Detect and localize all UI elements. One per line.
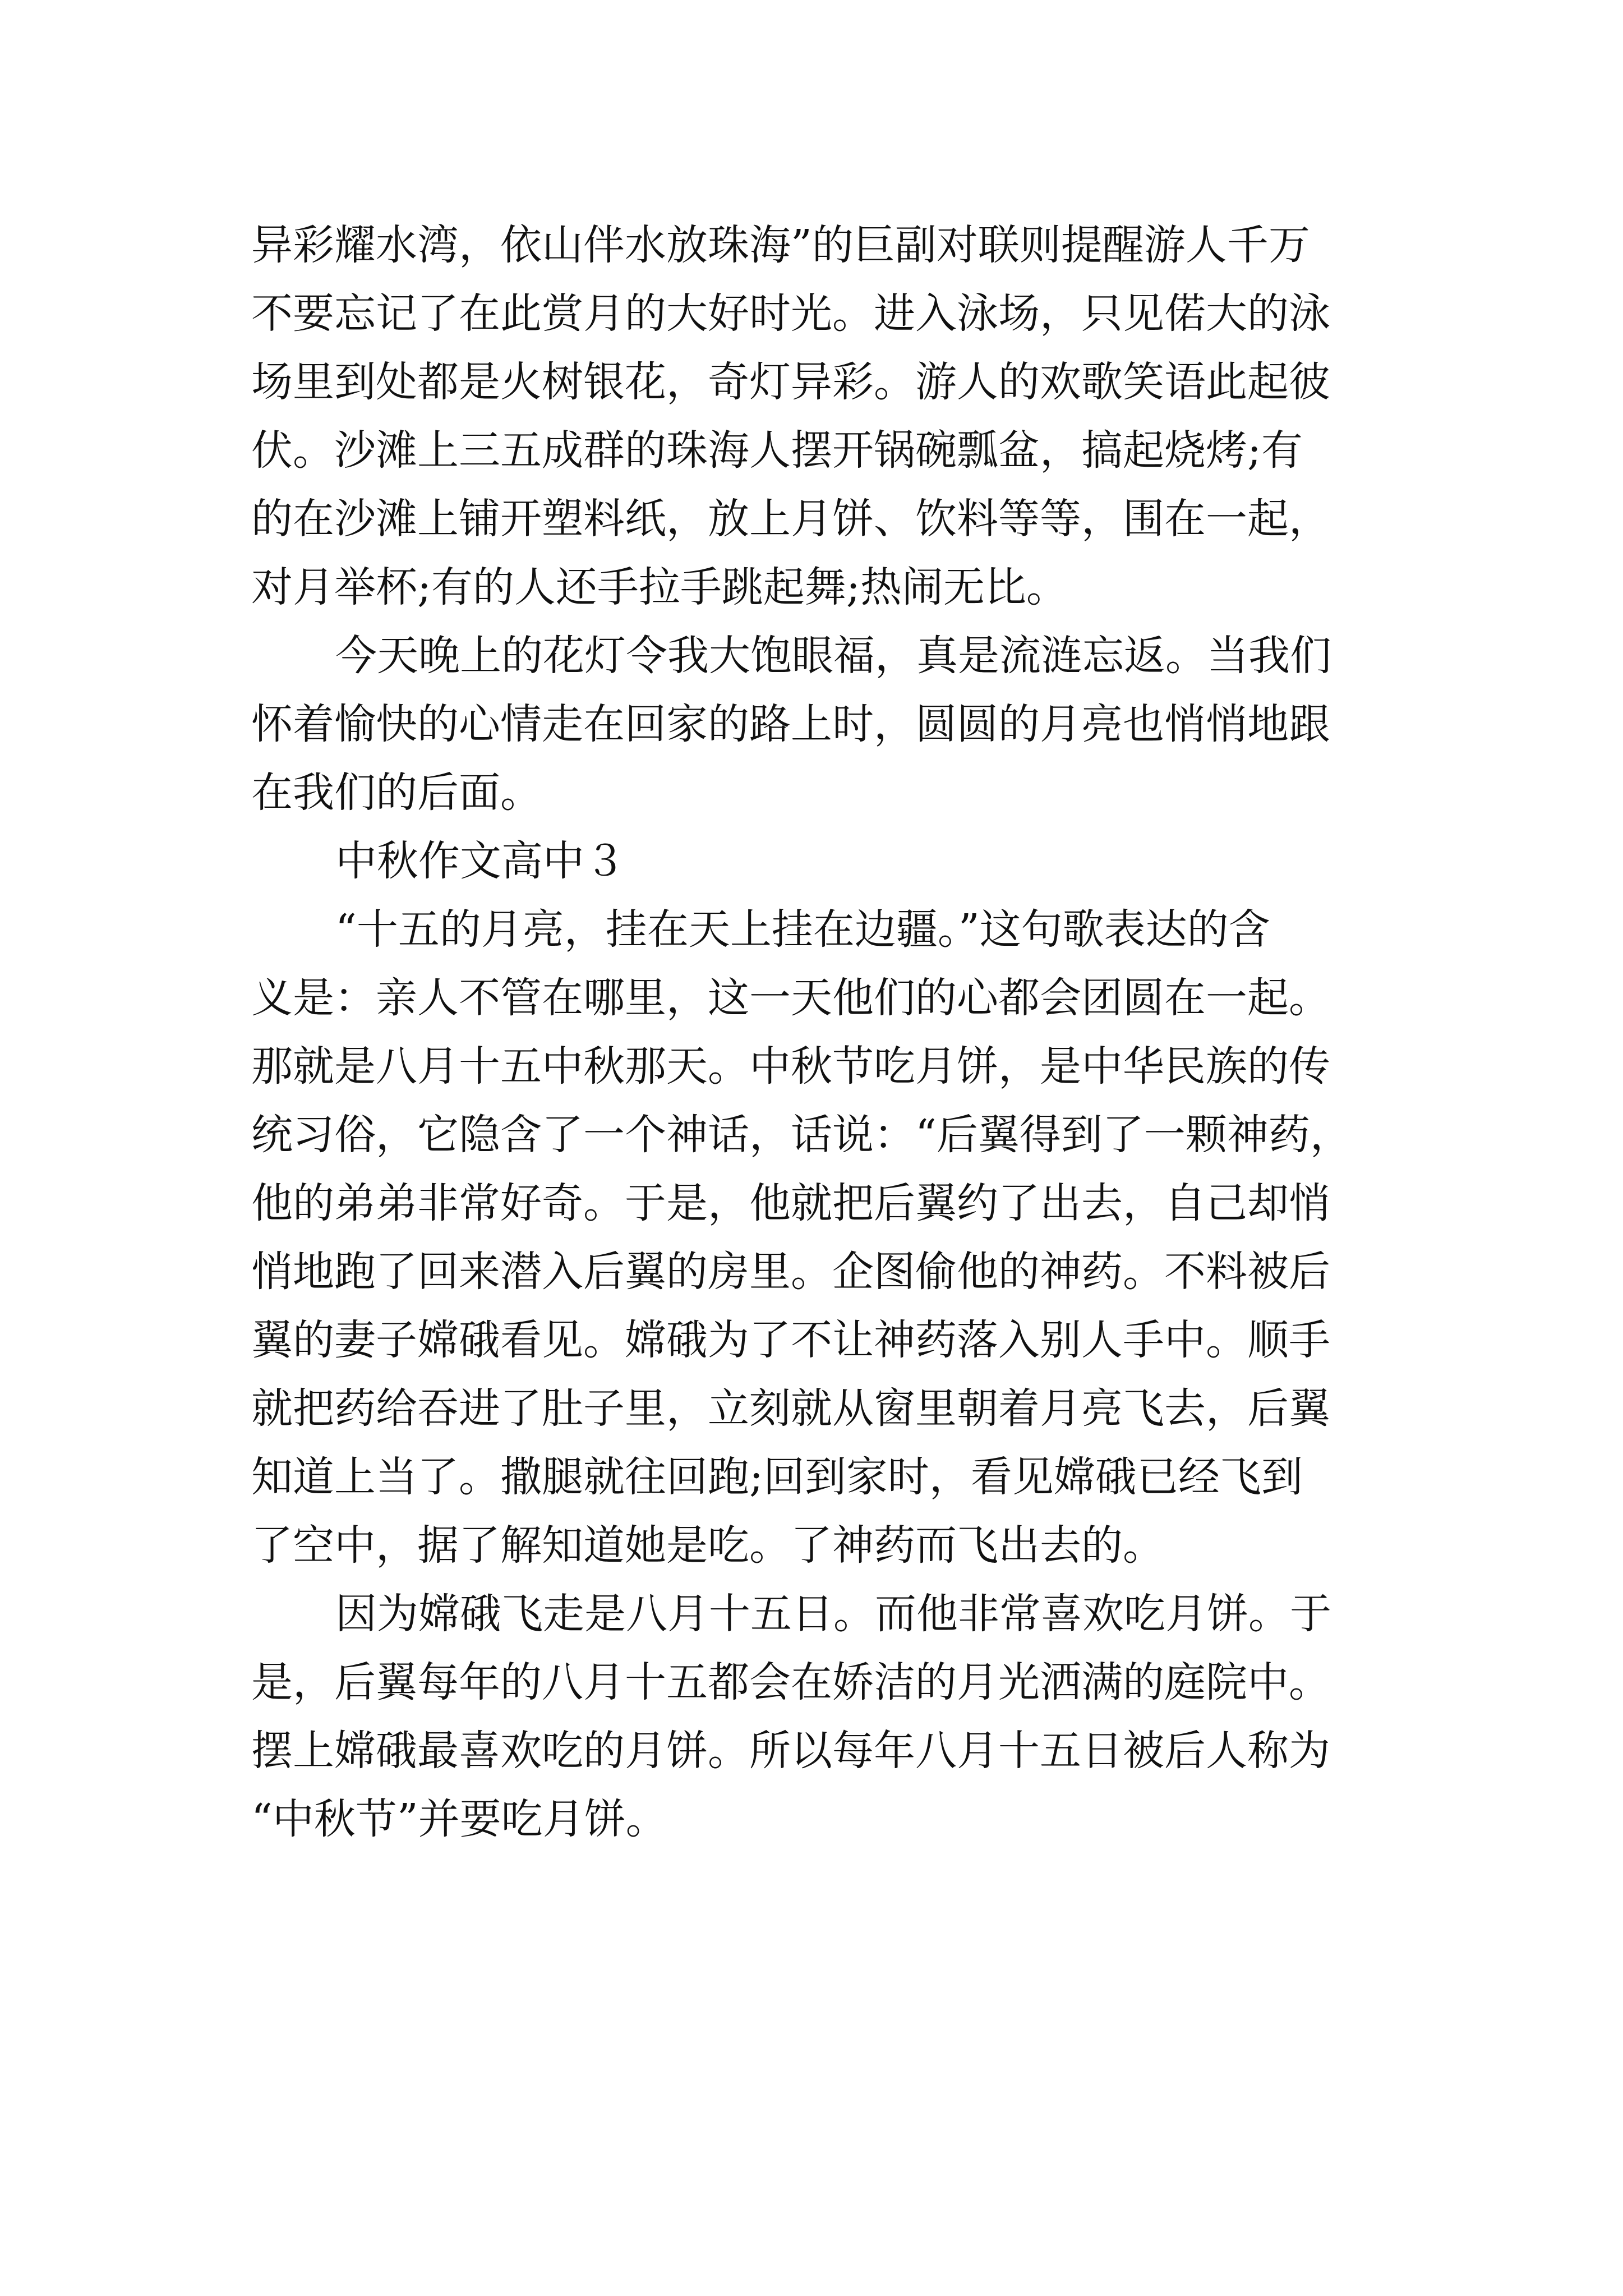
text-line: “十五的月亮，挂在天上挂在边疆。”这句歌表达的含 [335,905,1270,954]
text-line: “中秋节”并要吃月饼。 [251,1795,667,1843]
text-line: 知道上当了。撒腿就往回跑;回到家时，看见嫦硪已经飞到 [251,1453,1303,1501]
text-line: 异彩耀水湾，依山伴水放珠海”的巨副对联则提醒游人千万 [251,221,1310,269]
text-line: 在我们的后面。 [251,769,542,817]
text-line: 他的弟弟非常好奇。于是，他就把后翼约了出去，自己却悄 [251,1179,1330,1227]
paragraph-3 [251,895,1395,1580]
text-line: 那就是八月十五中秋那天。中秋节吃月饼，是中华民族的传 [251,1042,1330,1091]
text-line: 的在沙滩上铺开塑料纸，放上月饼、饮料等等，围在一起， [251,495,1330,543]
paragraph-4 [251,1580,1395,1853]
text-line: 场里到处都是火树银花，奇灯异彩。游人的欢歌笑语此起彼 [251,358,1330,406]
text-line: 悄地跑了回来潜入后翼的房里。企图偷他的神药。不料被后 [251,1248,1330,1296]
document-body [251,211,1395,1853]
text-line: 怀着愉快的心情走在回家的路上时，圆圆的月亮也悄悄地跟 [251,700,1330,748]
text-line: 摆上嫦硪最喜欢吃的月饼。所以每年八月十五日被后人称为 [251,1727,1330,1775]
section-heading [251,827,1395,895]
text-line: 今天晚上的花灯令我大饱眼福，真是流涟忘返。当我们 [335,632,1331,680]
text-line: 义是：亲人不管在哪里，这一天他们的心都会团圆在一起。 [251,974,1330,1022]
text-line: 就把药给吞进了肚子里，立刻就从窗里朝着月亮飞去，后翼 [251,1384,1330,1433]
text-line: 伏。沙滩上三五成群的珠海人摆开锅碗瓢盆，搞起烧烤;有 [251,426,1303,475]
text-line: 统习俗，它隐含了一个神话，话说：“后翼得到了一颗神药， [251,1111,1352,1159]
paragraph-1 [251,211,1395,622]
text-line: 对月举杯;有的人还手拉手跳起舞;热闹无比。 [251,563,1068,611]
text-line: 了空中，据了解知道她是吃。了神药而飞出去的。 [251,1521,1164,1570]
heading-text: 中秋作文高中３ [335,837,626,885]
text-line: 不要忘记了在此赏月的大好时光。进入泳场，只见偌大的泳 [251,289,1330,338]
text-line: 翼的妻子嫦硪看见。嫦硪为了不让神药落入别人手中。顺手 [251,1316,1330,1364]
paragraph-2 [251,622,1395,827]
text-line: 因为嫦硪飞走是八月十五日。而他非常喜欢吃月饼。于 [335,1590,1331,1638]
text-line: 是，后翼每年的八月十五都会在娇洁的月光洒满的庭院中。 [251,1658,1330,1706]
